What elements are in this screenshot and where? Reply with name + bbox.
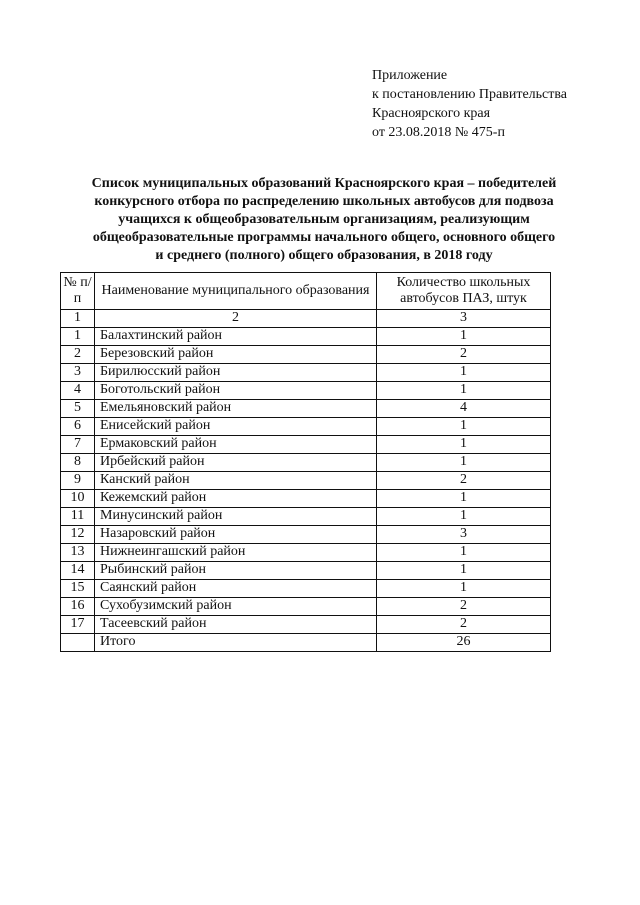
- row-num: 9: [61, 472, 95, 490]
- total-count: 26: [377, 634, 551, 652]
- row-count: 1: [377, 562, 551, 580]
- table-row: [61, 508, 551, 526]
- row-name: Нижнеингашский район: [95, 544, 377, 562]
- row-count: 2: [377, 346, 551, 364]
- appendix-line: Приложение: [372, 68, 448, 83]
- appendix-block: [372, 66, 567, 142]
- row-count: 4: [377, 400, 551, 418]
- table-row: [61, 400, 551, 418]
- table-row: [61, 526, 551, 544]
- row-num: 10: [61, 490, 95, 508]
- municipalities-table: [60, 272, 551, 652]
- row-num: 17: [61, 616, 95, 634]
- table-row: [61, 364, 551, 382]
- row-name: Сухобузимский район: [95, 598, 377, 616]
- title-line: учащихся к общеобразовательным организациям, реализующим: [118, 212, 530, 227]
- index-cell: 2: [95, 310, 377, 328]
- row-name: Ирбейский район: [95, 454, 377, 472]
- row-count: 1: [377, 364, 551, 382]
- row-num: 6: [61, 418, 95, 436]
- row-name: Березовский район: [95, 346, 377, 364]
- title-line: конкурсного отбора по распределению школьных автобусов для подвоза: [94, 194, 554, 209]
- table-row: [61, 616, 551, 634]
- row-name: Енисейский район: [95, 418, 377, 436]
- row-count: 1: [377, 580, 551, 598]
- table-row: [61, 418, 551, 436]
- row-name: Тасеевский район: [95, 616, 377, 634]
- row-name: Назаровский район: [95, 526, 377, 544]
- table-row: [61, 472, 551, 490]
- header-num: № п/п: [61, 273, 95, 310]
- index-cell: 3: [377, 310, 551, 328]
- table-row: [61, 454, 551, 472]
- total-empty-cell: [61, 634, 95, 652]
- row-count: 1: [377, 544, 551, 562]
- table-row: [61, 328, 551, 346]
- row-count: 1: [377, 418, 551, 436]
- row-num: 11: [61, 508, 95, 526]
- table-total-row: [61, 634, 551, 652]
- row-name: Емельяновский район: [95, 400, 377, 418]
- table-row: [61, 544, 551, 562]
- row-num: 7: [61, 436, 95, 454]
- row-count: 1: [377, 382, 551, 400]
- row-num: 13: [61, 544, 95, 562]
- appendix-line: к постановлению Правительства: [372, 87, 568, 102]
- row-count: 1: [377, 436, 551, 454]
- row-name: Канский район: [95, 472, 377, 490]
- index-cell: 1: [61, 310, 95, 328]
- table-row: [61, 346, 551, 364]
- total-label: Итого: [95, 634, 377, 652]
- row-name: Кежемский район: [95, 490, 377, 508]
- table-row: [61, 580, 551, 598]
- title-line: Список муниципальных образований Красноярского края – победителей: [91, 176, 557, 191]
- row-count: 2: [377, 598, 551, 616]
- appendix-line: Красноярского края: [372, 106, 491, 121]
- row-num: 5: [61, 400, 95, 418]
- table-row: [61, 436, 551, 454]
- table-row: [61, 598, 551, 616]
- row-count: 1: [377, 328, 551, 346]
- table-row: [61, 382, 551, 400]
- row-num: 12: [61, 526, 95, 544]
- appendix-line: от 23.08.2018 № 475-п: [372, 125, 505, 140]
- row-count: 1: [377, 490, 551, 508]
- title-line: общеобразовательные программы начального общего, основного общего: [92, 230, 556, 245]
- row-num: 14: [61, 562, 95, 580]
- row-count: 3: [377, 526, 551, 544]
- row-num: 1: [61, 328, 95, 346]
- row-name: Балахтинский район: [95, 328, 377, 346]
- header-name: Наименование муниципального образования: [95, 273, 377, 310]
- header-count: Количество школьных автобусов ПАЗ, штук: [377, 273, 551, 310]
- row-num: 3: [61, 364, 95, 382]
- row-num: 8: [61, 454, 95, 472]
- row-count: 2: [377, 472, 551, 490]
- row-num: 16: [61, 598, 95, 616]
- row-count: 2: [377, 616, 551, 634]
- document-title: [40, 175, 608, 265]
- table-header-row: [61, 273, 551, 310]
- row-name: Бирилюсский район: [95, 364, 377, 382]
- row-name: Ермаковский район: [95, 436, 377, 454]
- row-name: Рыбинский район: [95, 562, 377, 580]
- row-count: 1: [377, 454, 551, 472]
- row-name: Минусинский район: [95, 508, 377, 526]
- row-count: 1: [377, 508, 551, 526]
- row-name: Боготольский район: [95, 382, 377, 400]
- row-name: Саянский район: [95, 580, 377, 598]
- row-num: 15: [61, 580, 95, 598]
- table-index-row: [61, 310, 551, 328]
- row-num: 4: [61, 382, 95, 400]
- title-line: и среднего (полного) общего образования, в 2018 году: [155, 248, 493, 263]
- table-row: [61, 562, 551, 580]
- row-num: 2: [61, 346, 95, 364]
- table-row: [61, 490, 551, 508]
